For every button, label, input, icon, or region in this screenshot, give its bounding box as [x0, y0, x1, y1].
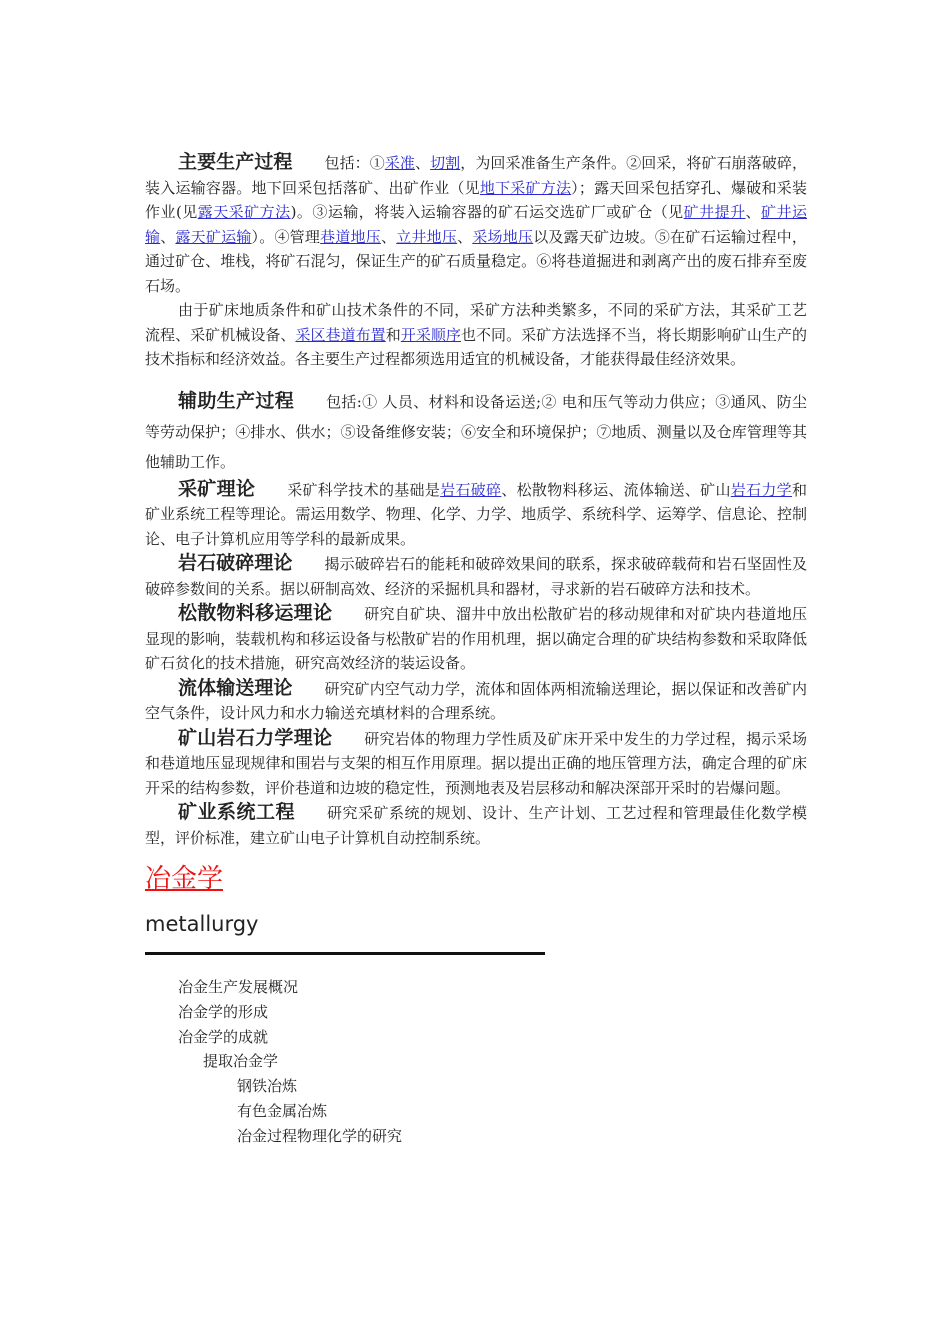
- link-roadway-pressure[interactable]: 巷道地压: [320, 227, 381, 246]
- heading-mining-systems-engineering: 矿业系统工程: [178, 801, 295, 823]
- link-open-pit-transport[interactable]: 露天矿运输: [175, 227, 252, 246]
- heading-auxiliary-production: 辅助生产过程: [178, 389, 295, 412]
- paragraph-auxiliary-production: 辅助生产过程 包括:① 人员、材料和设备运送;② 电和压气等动力供应；③通风、防尘等劳动保护；④排水、供水；⑤设备维修安装；⑥安全和环境保护；⑦地质、测量以及仓库管理等其他辅助工作。: [145, 389, 807, 471]
- paragraph-main-production: 主要生产过程 包括：①采准、切割，为回采准备生产条件。②回采，将矿石崩落破碎，装入运输容器。地下回采包括落矿、出矿作业（见地下采矿方法）；露天回采包括穿孔、爆破和采装作业(见露天采矿方法)。③运输，将装入运输容器的矿石运交选矿厂或矿仓（见矿井提升、矿井运输、露天矿运输）。④管理巷道地压、立井地压、采场地压以及露天矿边坡。⑤在矿石运输过程中，通过矿仓、堆栈，将矿石混匀，保证生产的矿石质量稳定。⑥将巷道掘进和剥离产出的废石排弃至废石场。: [145, 151, 807, 295]
- toc-item: 冶金学的形成: [178, 1002, 269, 1021]
- link-panel-layout[interactable]: 采区巷道布置: [295, 325, 386, 344]
- heading-mining-theory: 采矿理论: [178, 477, 256, 500]
- link-rock-breaking[interactable]: 岩石破碎: [440, 480, 502, 499]
- heading-rock-breaking-theory: 岩石破碎理论: [178, 552, 293, 574]
- toc-item: 有色金属冶炼: [237, 1101, 328, 1120]
- paragraph-rock-breaking-theory: 岩石破碎理论 揭示破碎岩石的能耗和破碎效果间的联系，探求破碎载荷和岩石坚固性及破碎参数间的关系。据以研制高效、经济的采掘机具和器材，寻求新的岩石破碎方法和技术。: [145, 552, 807, 598]
- link-open-pit-mining[interactable]: 露天采矿方法: [197, 203, 291, 221]
- document-content: [145, 150, 807, 1149]
- link-shaft-hoisting[interactable]: 矿井提升: [683, 203, 746, 221]
- heading-fluid-transport-theory: 流体输送理论: [178, 676, 293, 699]
- toc-item: 冶金生产发展概况: [178, 978, 299, 996]
- paragraph-mining-methods: 由于矿床地质条件和矿山技术条件的不同，采矿方法种类繁多，不同的采矿方法，其采矿工艺流程、采矿机械设备、采区巷道布置和开采顺序也不同。采矿方法选择不当，将长期影响矿山生产的技术指标和经济效益。各主要生产过程都须选用适宜的机械设备，才能获得最佳经济效果。: [145, 301, 807, 368]
- link-caizhun[interactable]: 采准: [384, 154, 415, 172]
- toc-item: 冶金学的成就: [178, 1027, 269, 1046]
- paragraph-rock-mechanics-theory: 矿山岩石力学理论 研究岩体的物理力学性质及矿床开采中发生的力学过程，揭示采场和巷道地压显现规律和围岩与支架的相互作用原理。据以提出正确的地压管理方法，确定合理的矿床开采的结构参数，评价巷道和边坡的稳定性，预测地表及岩层移动和解决深部开采时的岩爆问题。: [145, 726, 807, 797]
- paragraph-mining-theory: 采矿理论 采矿科学技术的基础是岩石破碎、松散物料移运、流体输送、矿山岩石力学和矿业系统工程等理论。需运用数学、物理、化学、力学、地质学、系统科学、运筹学、信息论、控制论、电子计算机应用等学科的最新成果。: [145, 477, 807, 548]
- section-subtitle: metallurgy: [145, 912, 259, 936]
- section-divider: [145, 952, 545, 955]
- link-shaft-pressure[interactable]: 立井地压: [396, 227, 458, 246]
- link-stope-pressure[interactable]: 采场地压: [472, 227, 534, 246]
- paragraph-fluid-transport-theory: 流体输送理论 研究矿内空气动力学，流体和固体两相流输送理论，据以保证和改善矿内空气条件，设计风力和水力输送充填材料的合理系统。: [145, 676, 807, 722]
- paragraph-mining-systems-engineering: 矿业系统工程 研究采矿系统的规划、设计、生产计划、工艺过程和管理最佳化数学模型，评价标准，建立矿山电子计算机自动控制系统。: [145, 801, 807, 847]
- toc-item: 提取冶金学: [203, 1052, 279, 1071]
- paragraph-bulk-material-theory: 松散物料移运理论 研究自矿块、溜井中放出松散矿岩的移动规律和对矿块内巷道地压显现的影响，装载机构和移运设备与松散矿岩的作用机理，据以确定合理的矿块结构参数和采取降低矿石贫化的技术措施，研究高效经济的装运设备。: [145, 602, 807, 672]
- table-of-contents: [145, 975, 807, 1149]
- link-mining-sequence[interactable]: 开采顺序: [400, 325, 461, 344]
- link-underground-mining[interactable]: 地下采矿方法: [479, 178, 572, 197]
- heading-main-production: 主要生产过程: [178, 151, 293, 173]
- heading-rock-mechanics-theory: 矿山岩石力学理论: [178, 726, 333, 749]
- toc-item: 钢铁冶炼: [237, 1077, 298, 1096]
- section-title-metallurgy[interactable]: 冶金学: [145, 864, 224, 894]
- toc-item: 冶金过程物理化学的研究: [237, 1126, 403, 1145]
- heading-bulk-material-theory: 松散物料移运理论: [178, 602, 333, 624]
- link-rock-mechanics[interactable]: 岩石力学: [730, 480, 792, 499]
- link-mine-transport[interactable]: 矿井运输: [145, 203, 807, 246]
- link-qiege[interactable]: 切割: [430, 154, 461, 172]
